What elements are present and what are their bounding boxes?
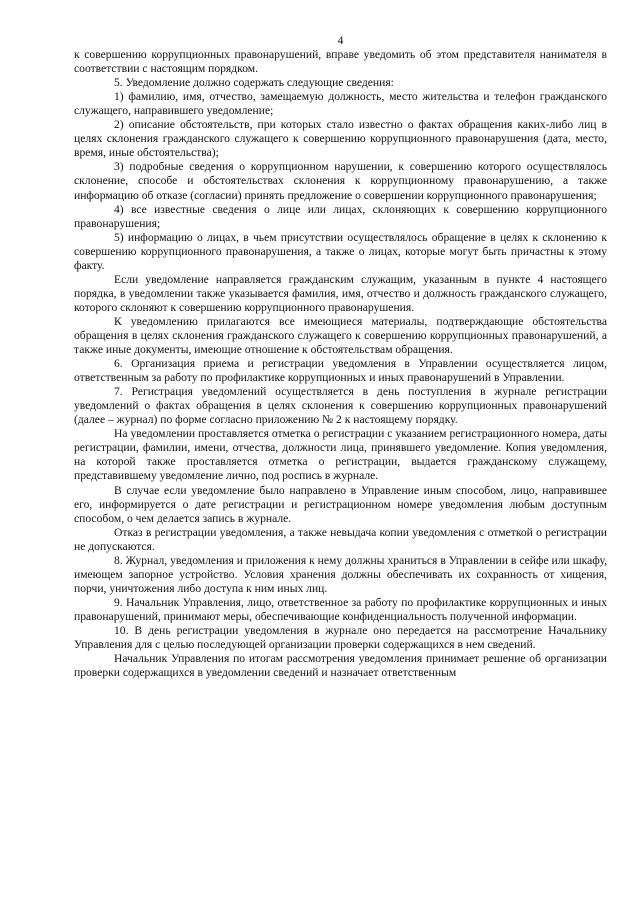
list-item-5-4: 4) все известные сведения о лице или лицах, склоняющих к совершению коррупционного правонарушения; [74,202,607,230]
paragraph-10-decision: Начальник Управления по итогам рассмотрения уведомления принимает решение об организации проверки содержащихся в уведомлении сведений и назначает ответственным [74,652,607,680]
paragraph-7-mark: На уведомлении проставляется отметка о регистрации с указанием регистрационного номера, даты регистрации, фамилии, имени, отчества, должности лица, принявшего уведомление. Копия уведомления, на которой также проставляется отметка о регистрации, выдается гражданскому служащему, представившему уведомление лично, под роспись в журнале. [74,427,607,483]
document-page [74,34,607,680]
paragraph-7-other-method: В случае если уведомление было направлено в Управление иным способом, лицо, направившее его, информируется о дате регистрации и регистрационном номере уведомления любым доступным способом, о чем делается запись в журнале. [74,483,607,525]
paragraph-6: 6. Организация приема и регистрации уведомления в Управлении осуществляется лицом, ответственным за работу по профилактике коррупционных и иных правонарушений в Управлении. [74,357,607,385]
list-item-5-2: 2) описание обстоятельств, при которых стало известно о фактах обращения каких-либо лиц в целях склонения гражданского служащего к совершению коррупционного правонарушения (дата, место, время, иные обстоятельства); [74,118,607,160]
paragraph-8: 8. Журнал, уведомления и приложения к нему должны храниться в Управлении в сейфе или шкафу, имеющем запорное устройство. Условия хранения должны обеспечивать их сохранность от хищения, порчи, уничтожения либо доступа к ним иных лиц. [74,553,607,595]
page-number: 4 [337,34,344,47]
paragraph-5-attachments: К уведомлению прилагаются все имеющиеся материалы, подтверждающие обстоятельства обращения в целях склонения гражданского служащего к совершению коррупционных правонарушений, а также иные документы, имеющие отношение к обстоятельствам обращения. [74,314,607,357]
list-item-5-3: 3) подробные сведения о коррупционном нарушении, к совершению которого осуществлялось склонение, способе и обстоятельствах склонения к коррупционному правонарушению, а также информацию об отказе (согласии) принять предложение о совершении коррупционного правонарушения; [74,160,607,202]
paragraph-7-refusal: Отказ в регистрации уведомления, а также невыдача копии уведомления с отметкой о регистрации не допускаются. [74,525,607,553]
list-item-5-5: 5) информацию о лицах, в чьем присутствии осуществлялось обращение в целях к склонению к совершению коррупционного правонарушения, а также о лицах, которые могут быть причастны к этому факту. [74,230,607,272]
paragraph-5-note: Если уведомление направляется гражданским служащим, указанным в пункте 4 настоящего порядка, в уведомлении также указывается фамилия, имя, отчество и должность гражданского служащего, которого склоняют к совершению коррупционного правонарушения. [74,272,607,314]
list-item-5-1: 1) фамилию, имя, отчество, замещаемую должность, место жительства и телефон гражданского служащего, направившего уведомление; [74,90,607,118]
paragraph-10: 10. В день регистрации уведомления в журнале оно передается на рассмотрение Начальнику Управления для с целью последующей организации проверки содержащихся в нем сведений. [74,623,607,652]
paragraph-7: 7. Регистрация уведомлений осуществляется в день поступления в журнале регистрации уведомлений о фактах обращения в целях склонения к совершению коррупционных правонарушений (далее – журнал) по форме согласно приложению № 2 к настоящему порядку. [74,385,607,427]
paragraph-intro-continued: к совершению коррупционных правонарушений, вправе уведомить об этом представителя нанимателя в соответствии с настоящим порядком. [74,48,607,76]
document-body [74,48,607,680]
paragraph-9: 9. Начальник Управления, лицо, ответственное за работу по профилактике коррупционных и иных правонарушений, принимают меры, обеспечивающие конфиденциальность полученной информации. [74,595,607,623]
paragraph-5: 5. Уведомление должно содержать следующие сведения: [114,76,394,90]
